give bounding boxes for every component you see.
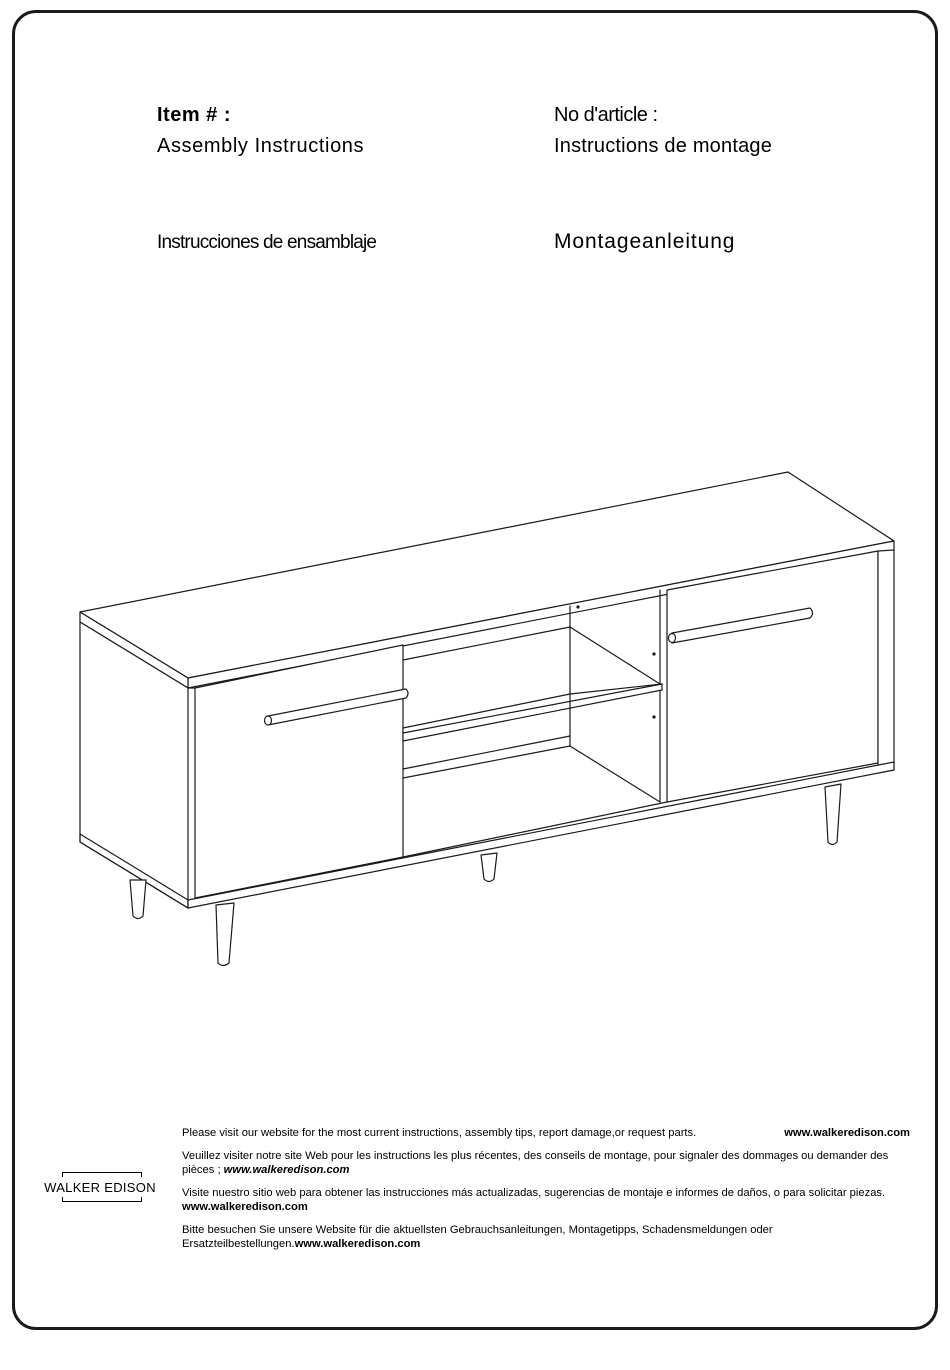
left-door	[195, 645, 403, 898]
note-french	[182, 1149, 910, 1177]
note-german-text: Bitte besuchen Sie unsere Website für die aktuellsten Gebrauchsanleitungen, Montagetipps, Schadensmeldungen oder Ersatzteilbestellungen.	[182, 1224, 773, 1250]
instructions-spanish-title: Instrucciones de ensamblaje	[157, 232, 377, 253]
logo-bracket-bottom	[62, 1197, 142, 1202]
leg-front-left	[130, 880, 146, 919]
logo-bracket-top	[62, 1172, 142, 1177]
item-number-label: Item # :	[157, 104, 232, 126]
note-english-url[interactable]: www.walkeredison.com	[784, 1127, 910, 1139]
instructions-french-title: Instructions de montage	[554, 135, 773, 157]
website-notes	[182, 1126, 910, 1260]
logo-text: WALKER EDISON	[44, 1180, 156, 1195]
no-article-label: No d'article :	[554, 104, 658, 126]
note-spanish	[182, 1186, 910, 1214]
right-door	[667, 551, 878, 802]
leg-front-center	[216, 903, 234, 966]
note-spanish-url[interactable]: www.walkeredison.com	[182, 1201, 308, 1213]
note-french-text: Veuillez visiter notre site Web pour les instructions les plus récentes, des conseils de montage, pour signaler des dommages ou demander des pièces ;	[182, 1150, 889, 1176]
note-french-url[interactable]: www.walkeredison.com	[223, 1164, 350, 1176]
note-english-text: Please visit our website for the most current instructions, assembly tips, report damage,or request parts.	[182, 1127, 697, 1139]
assembly-instructions-title: Assembly Instructions	[157, 135, 365, 157]
note-german-url[interactable]: www.walkeredison.com	[294, 1238, 421, 1250]
instructions-german-title: Montageanleitung	[554, 230, 736, 253]
note-english	[182, 1126, 910, 1140]
walker-edison-logo	[38, 1172, 162, 1206]
right-side-panel	[878, 550, 894, 773]
note-german	[182, 1223, 910, 1251]
leg-middle	[481, 853, 497, 882]
note-spanish-text: Visite nuestro sitio web para obtener las instrucciones más actualizadas, sugerencias de montaje e informes de daños, o para solicitar piezas.	[182, 1187, 886, 1199]
tv-stand-illustration	[70, 460, 910, 980]
middle-shelf	[403, 684, 662, 741]
leg-right	[825, 784, 841, 845]
